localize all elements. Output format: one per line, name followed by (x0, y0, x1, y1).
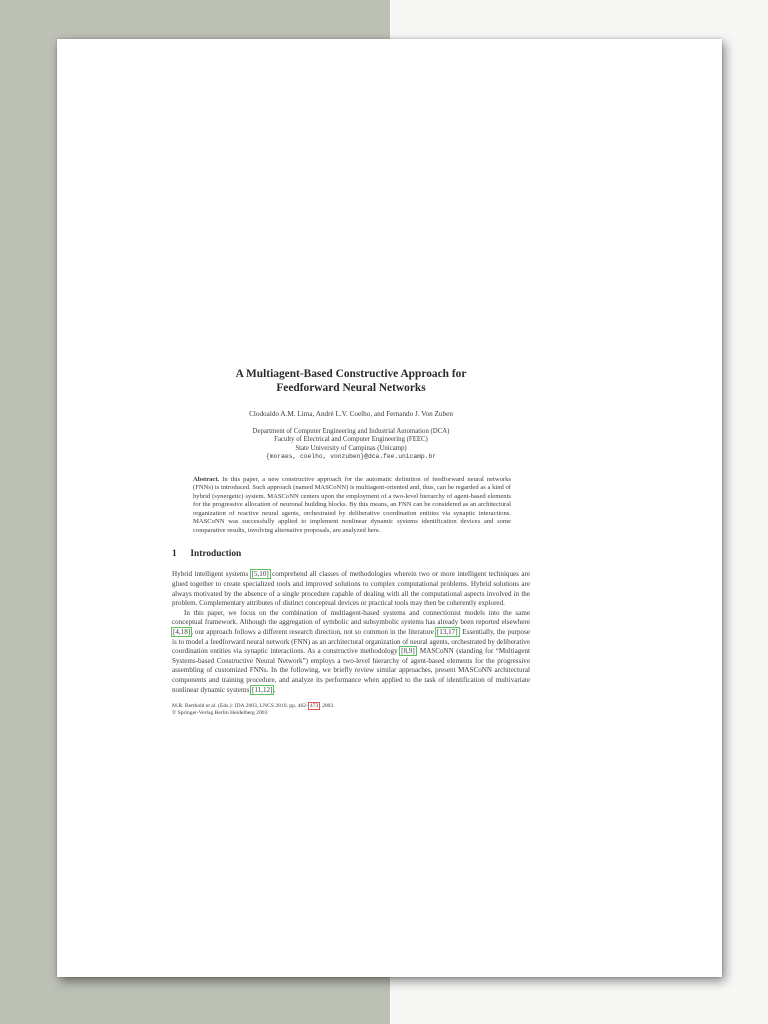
abstract-label: Abstract. (193, 475, 220, 483)
p2-text-d: , MASCoNN (standing for “Multiagent Systems-based Constructive Neural Network”) employs a two-level hierarchy of agent-based elements for the progressive assembling of customized FNNs. In the following, we briefly review similar approaches, present MASCoNN architectural components and training procedure, and analyze its performance when applied to the task of identification of multivariate nonlinear dynamic systems (172, 647, 531, 694)
p2-text-b: , our approach follows a different research direction, not so common in the literature (191, 628, 434, 637)
section-title: Introduction (190, 549, 242, 560)
intro-paragraph-1 (172, 570, 530, 608)
affiliation (172, 428, 530, 462)
page-reference-link[interactable]: 473 (309, 703, 319, 710)
paper-title (172, 368, 530, 395)
affiliation-line-3: State University of Campinas (Unicamp) (295, 444, 407, 452)
section-heading (172, 549, 530, 560)
abstract-text: In this paper, a new constructive approach for the automatic definition of feedforward neural networks (FNNs) is introduced. Such approach (named MASCoNN) is multiagent-oriented and, thus, can be regarded as a kind of hybrid (synergetic) system. MASCoNN centers upon the employment of a two-level hierarchy of agent-based elements for the progressive allocation of neuronal building blocks. By this means, an FNN can be considered as an architectural organization of reactive neural agents, orchestrated by deliberative coordination entities via synaptic interactions. MASCoNN was successfully applied to implement nonlinear dynamic systems identification devices and some comparative results, involving alternative proposals, are analyzed here. (193, 475, 511, 534)
p2-text-c: . Essentially, the purpose is to model a feedforward neural network (FNN) as an architectural organization of neural agents, orchestrated by deliberative coordination entities via synaptic interactions. As a constructive methodology (172, 628, 530, 656)
footer-citation-end: , 2003. (319, 703, 335, 710)
abstract (193, 476, 511, 536)
p1-text-a: Hybrid intelligent systems (172, 570, 249, 579)
citation-link[interactable]: [13,17] (436, 628, 458, 637)
footer-line-2: © Springer-Verlag Berlin Heidelberg 2003 (172, 710, 268, 717)
affiliation-line-2: Faculty of Electrical and Computer Engineering (FEEC) (274, 436, 428, 444)
author-emails: {moraes, coelho, vonzuben}@dca.fee.unicamp.br (265, 453, 437, 461)
citation-link[interactable]: [5,10] (251, 570, 269, 579)
p1-text-b: comprehend all classes of methodologies wherein two or more intelligent techniques are glued together to create specialized tools and improved solutions to complex computational problems. Hybrid solutions are always motivated by the absence of a single procedure capable of dealing with all the computational aspects involved in the problem. Complementary attributes of distinct conceptual devices or practical tools may then be coherently explored. (172, 570, 531, 608)
section-number: 1 (172, 549, 177, 560)
title-line-2: Feedforward Neural Networks (276, 381, 426, 394)
intro-paragraph-2 (172, 609, 530, 695)
affiliation-line-1: Department of Computer Engineering and Industrial Automation (DCA) (252, 427, 450, 435)
p2-text-a: In this paper, we focus on the combination of multiagent-based systems and connectionist models into the same conceptual framework. Although the aggregation of symbolic and subsymbolic systems has already been reported elsewhere (172, 608, 530, 627)
p2-text-e: . (273, 685, 276, 694)
title-line-1: A Multiagent-Based Constructive Approach for (235, 368, 467, 380)
paper-content (172, 368, 530, 717)
citation-link[interactable]: [11,12] (252, 685, 273, 694)
copyright-footer (172, 703, 530, 717)
author-list: Clodoaldo A.M. Lima, André L.V. Coelho, and Fernando J. Von Zuben (249, 410, 453, 418)
citation-link[interactable]: [4,18] (173, 628, 191, 637)
footer-citation-text: M.R. Berthold et al. (Eds.): IDA 2003, LNCS 2810, pp. 462– (172, 703, 309, 710)
citation-link[interactable]: [8,9] (401, 647, 415, 656)
